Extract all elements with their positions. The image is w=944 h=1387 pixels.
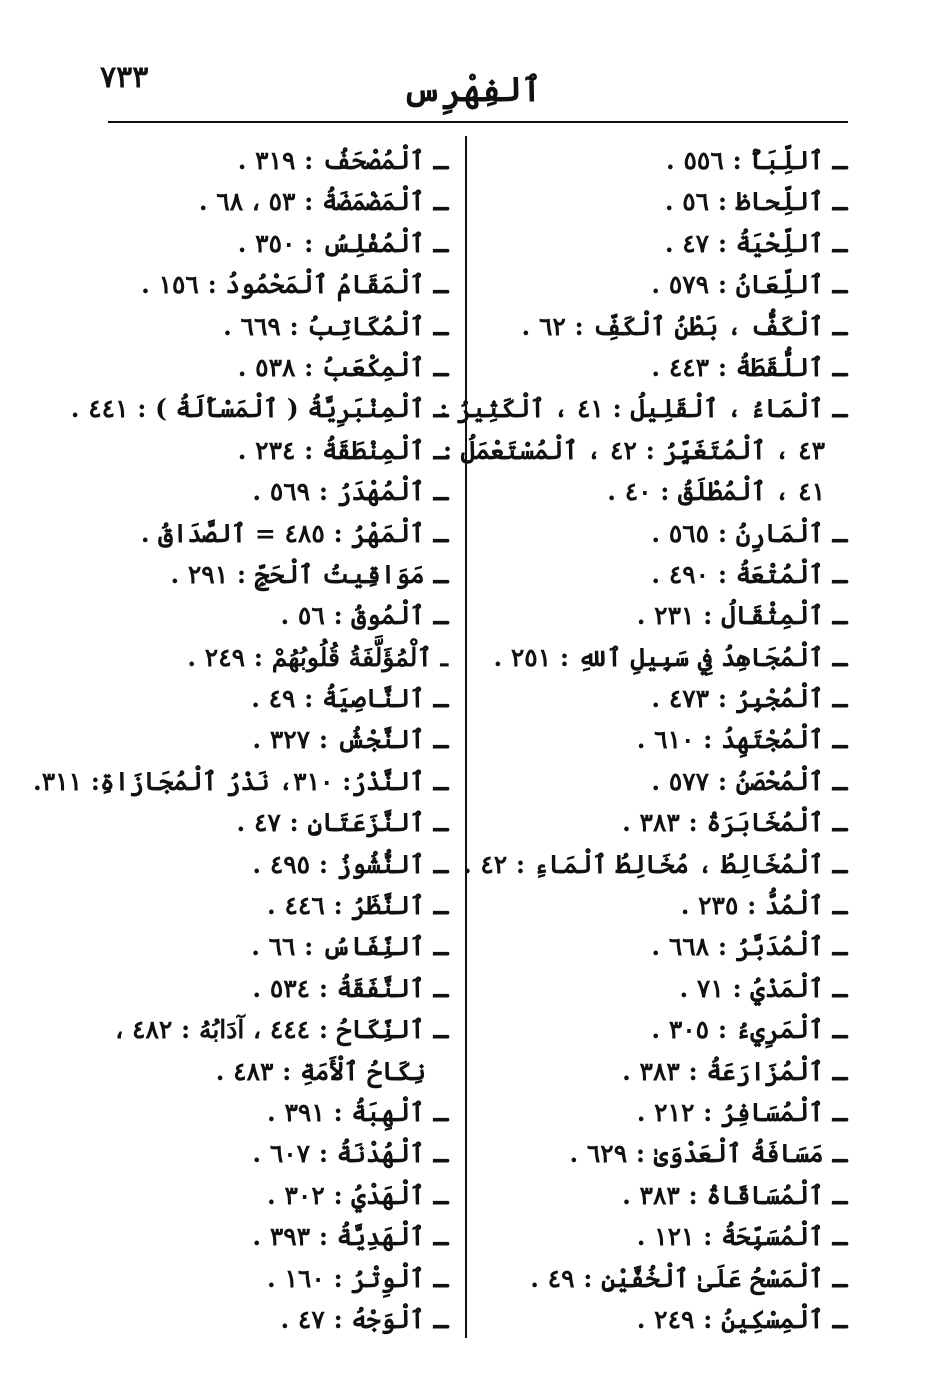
index-entry: ـ ٱلْمُسَاقَاةُ : ٣٨٣ .: [622, 1180, 847, 1210]
index-entry: ـ ٱلنَّزَعَتَانِ : ٤٧ .: [236, 808, 448, 838]
index-entry: ـ ٱلْمَهْرُ : ٤٨٥ = ٱلصَّدَاقُ .: [140, 518, 448, 548]
index-entry: ـ ٱلنَّجْشُ : ٣٢٧ .: [252, 725, 448, 755]
index-entry: ـ ٱلنِّفَاسُ : ٦٦ .: [251, 932, 448, 962]
index-entry: ـ ٱلْمَاءُ ، ٱلْقَلِيلُ : ٤١ ، ٱلْكَثِيرُ :: [439, 394, 847, 424]
page-number: ٧٣٣: [100, 60, 149, 95]
running-title: ٱلفِهْرِس: [402, 70, 542, 110]
index-entry: ـ ٱلْمُجَاهِدُ فِي سَبِيلِ ٱللهِ : ٢٥١ .: [493, 642, 847, 672]
index-entry: ـ ٱللِّحاظ : ٥٦ .: [664, 187, 847, 217]
index-entry: ـ ٱلْمُدَبَّرُ : ٦٦٨ .: [651, 932, 847, 962]
index-entry: ـ ٱلْهُدْنَةُ : ٦٠٧ .: [252, 1139, 448, 1169]
index-entry: ـ ٱلنَّاصِيَةُ : ٤٩ .: [251, 684, 448, 714]
index-entry: ـ ٱلْمُفْلِسُ : ٣٥٠ .: [237, 228, 448, 258]
index-entry: ـ ٱلْمُصْحَفُ : ٣١٩ .: [237, 146, 448, 175]
index-entry: ـ ٱلْمِكْعَبُ : ٥٣٨ .: [237, 352, 448, 382]
index-entry: ـ ٱلْهَدْيُ : ٣٠٢ .: [267, 1180, 448, 1210]
index-entry: ـ مَوَاقِيتُ ٱلْحَجِّ : ٢٩١ .: [170, 559, 448, 589]
index-column-right: [439, 140, 847, 1340]
index-entry: ٤١ ، ٱلْمُطْلَقُ : ٤٠ .: [607, 477, 825, 507]
index-entry: ـ ٱلْمُؤَلَّفَةُ قُلُوبُهُمْ : ٢٤٩ .: [187, 642, 448, 672]
index-entry: ـ ٱلْمُتْعَةُ : ٤٩٠ .: [651, 559, 847, 589]
index-entry: ـ ٱلْمُزَارَعَةُ : ٣٨٣ .: [622, 1056, 847, 1086]
index-entry: ـ ٱلنِّكَاحُ : ٤٤٤ ، آدَابُهُ : ٤٨٢ ،: [115, 1015, 448, 1045]
index-entry: ـ ٱلنَّفَقَةُ : ٥٣٤ .: [252, 973, 448, 1003]
index-entry: ـ ٱلْمَسْحُ عَلَىٰ ٱلْخُفَّيْنِ : ٤٩ .: [530, 1263, 847, 1293]
index-entry: ـ ٱلْمَضْمَضَةُ : ٥٣ ، ٦٨ .: [198, 187, 448, 217]
index-entry: ـ ٱلْمِسْكِينُ : ٢٤٩ .: [636, 1304, 847, 1334]
index-entry: ـ ٱلْمُسَافِرُ : ٢١٢ .: [636, 1097, 847, 1127]
index-entry: ـ ٱلنَّذْرُ: ٣١٠، نَذْرُ ٱلْمُجَازَاةِ: ٣١١.: [33, 766, 448, 796]
index-entry: ـ ٱلْوَجْهُ : ٤٧ .: [280, 1304, 448, 1334]
index-entry: ـ ٱللِّحْيَةُ : ٤٧ .: [664, 228, 847, 258]
index-entry: ـ ٱلْوِتْرُ : ١٦٠ .: [267, 1263, 448, 1293]
index-entry: ـ ٱلْمُهْدَرُ : ٥٦٩ .: [252, 477, 448, 507]
index-entry: ـ ٱلْمَذْيُ : ٧١ .: [679, 973, 847, 1003]
index-entry: ـ ٱلْمَارِنُ : ٥٦٥ .: [651, 518, 847, 548]
index-entry: ـ ٱلنَّظَرُ : ٤٤٦ .: [267, 891, 448, 921]
index-entry: نِكَاحُ ٱلْأَمَةِ : ٤٨٣ .: [215, 1056, 426, 1086]
index-entry: ـ ٱلْمُجْبِرُ : ٤٧٣ .: [651, 684, 847, 714]
index-entry: ٤٣ ، ٱلْمُتَغَيِّرُ : ٤٢ ، ٱلْمُسْتَعْمَلُ :: [442, 435, 825, 465]
index-entry: ـ ٱلْمِنْطَقَةُ : ٢٣٤ .: [237, 435, 448, 465]
index-entry: ـ ٱللِّعَانُ : ٥٧٩ .: [651, 270, 847, 300]
index-entry: ـ ٱلْمِنْبَرِيَّةُ ( ٱلْمَسْأَلَةُ ) : ٤٤١ .: [70, 394, 448, 424]
index-entry: ـ ٱلْمُجْتَهِدُ : ٦١٠ .: [636, 725, 847, 755]
index-entry: ـ ٱلنُّشُوزُ : ٤٩٥ .: [252, 849, 448, 879]
index-entry: ـ ٱلْمُدُّ : ٢٣٥ .: [680, 891, 847, 921]
index-entry: ـ ٱلْمُخَالِطُ ، مُخَالِطُ ٱلْمَاءِ : ٤٢ .: [462, 849, 847, 879]
index-entry: ـ ٱلْمُوقُ : ٥٦ .: [280, 601, 448, 631]
index-entry: ـ ٱلْمُحْصَنُ : ٥٧٧ .: [651, 766, 847, 796]
index-entry: ـ ٱلْمَقَامُ ٱلْمَحْمُودُ : ١٥٦ .: [141, 270, 448, 300]
index-entry: ـ ٱلْمَرِيءُ : ٣٠٥ .: [651, 1015, 847, 1045]
index-entry: ـ ٱلْهَدِيَّةُ : ٣٩٣ .: [252, 1222, 448, 1252]
index-entry: ـ ٱلْمُسَبِّحَةُ : ١٢١ .: [636, 1222, 847, 1252]
index-entry: ـ ٱلْكَفُّ ، بَطْنُ ٱلْكَفِّ : ٦٢ .: [521, 311, 847, 341]
index-entry: ـ ٱللِّبَأُ : ٥٥٦ .: [666, 146, 847, 175]
index-column-left: [33, 140, 448, 1340]
index-entry: ـ ٱلْمُخَابَرَةُ : ٣٨٣ .: [622, 808, 847, 838]
column-divider: [465, 136, 467, 1338]
index-entry: ـ ٱلْمِثْقَالُ : ٢٣١ .: [636, 601, 847, 631]
index-entry: ـ مَسَافَةُ ٱلْعَدْوَىٰ : ٦٢٩ .: [569, 1139, 847, 1169]
header-rule: [108, 121, 848, 123]
index-entry: ـ ٱللُّقَطَةُ : ٤٤٣ .: [651, 352, 847, 382]
index-entry: ـ ٱلْهِبَةُ : ٣٩١ .: [267, 1097, 448, 1127]
index-entry: ـ ٱلْمُكَاتِبُ : ٦٦٩ .: [223, 311, 448, 341]
